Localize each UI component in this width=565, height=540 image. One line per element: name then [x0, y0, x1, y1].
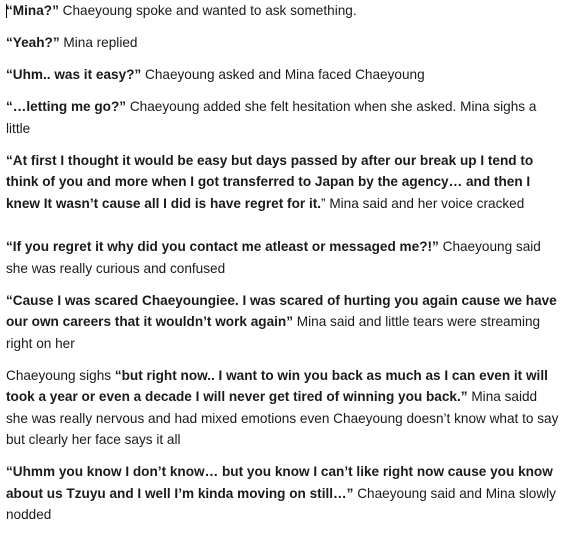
narration-text: Mina saidd she was really nervous and had mixed emotions even Chaeyoung doesn’t know what to say but clearly her face says it all: [6, 389, 559, 447]
dialogue-bold: “Uhmm you know I don’t know… but you know I can’t like right now cause you know about us Tzuyu and I well I’m kinda moving on still…”: [6, 464, 553, 501]
paragraph: [6, 365, 559, 451]
narration-text: Chaeyoung sighs: [6, 367, 115, 383]
dialogue-bold: “At first I thought it would be easy but days passed by after our break up I tend to think of you and more when I got transferred to Japan by the agency… and then I knew It wasn’t cause all I did is have regret for it.: [6, 152, 534, 211]
dialogue-bold: “but right now.. I want to win you back as much as I can even it will took a year or even a decade I will never get tired of winning you back.”: [6, 367, 548, 404]
dialogue-bold: “Cause I was scared Chaeyoungiee. I was scared of hurting you again cause we have our own careers that it wouldn’t work again”: [6, 292, 557, 329]
narration-text: Mina replied: [59, 35, 138, 50]
narration-text: Chaeyoung asked and Mina faced Chaeyoung: [141, 67, 425, 82]
paragraph: [6, 64, 559, 86]
dialogue-bold: “Mina?”: [6, 3, 59, 18]
narration-text: Chaeyoung spoke and wanted to ask something.: [58, 3, 357, 18]
paragraph: [6, 290, 559, 355]
narration-text: Mina said and little tears were streaming right on her: [6, 314, 541, 351]
paragraph: [6, 150, 559, 215]
dialogue-bold: “…letting me go?”: [6, 99, 127, 114]
narration-text: ” Mina said and her voice cracked: [321, 195, 525, 211]
paragraph: [6, 461, 559, 526]
paragraph: [6, 32, 559, 54]
document-body[interactable]: [6, 0, 559, 536]
dialogue-bold: “If you regret it why did you contact me atleast or messaged me?!”: [6, 239, 439, 254]
paragraph: [6, 0, 559, 22]
paragraph: [6, 96, 559, 139]
dialogue-bold: “Yeah?”: [6, 35, 60, 50]
narration-text: Chaeyoung said she was really curious and confused: [6, 239, 541, 276]
narration-text: Chaeyoung added she felt hesitation when she asked. Mina sighs a little: [6, 99, 537, 136]
narration-text: Chaeyoung said and Mina slowly nodded: [6, 485, 556, 522]
paragraph: [6, 236, 559, 279]
dialogue-bold: “Uhm.. was it easy?”: [6, 67, 142, 82]
